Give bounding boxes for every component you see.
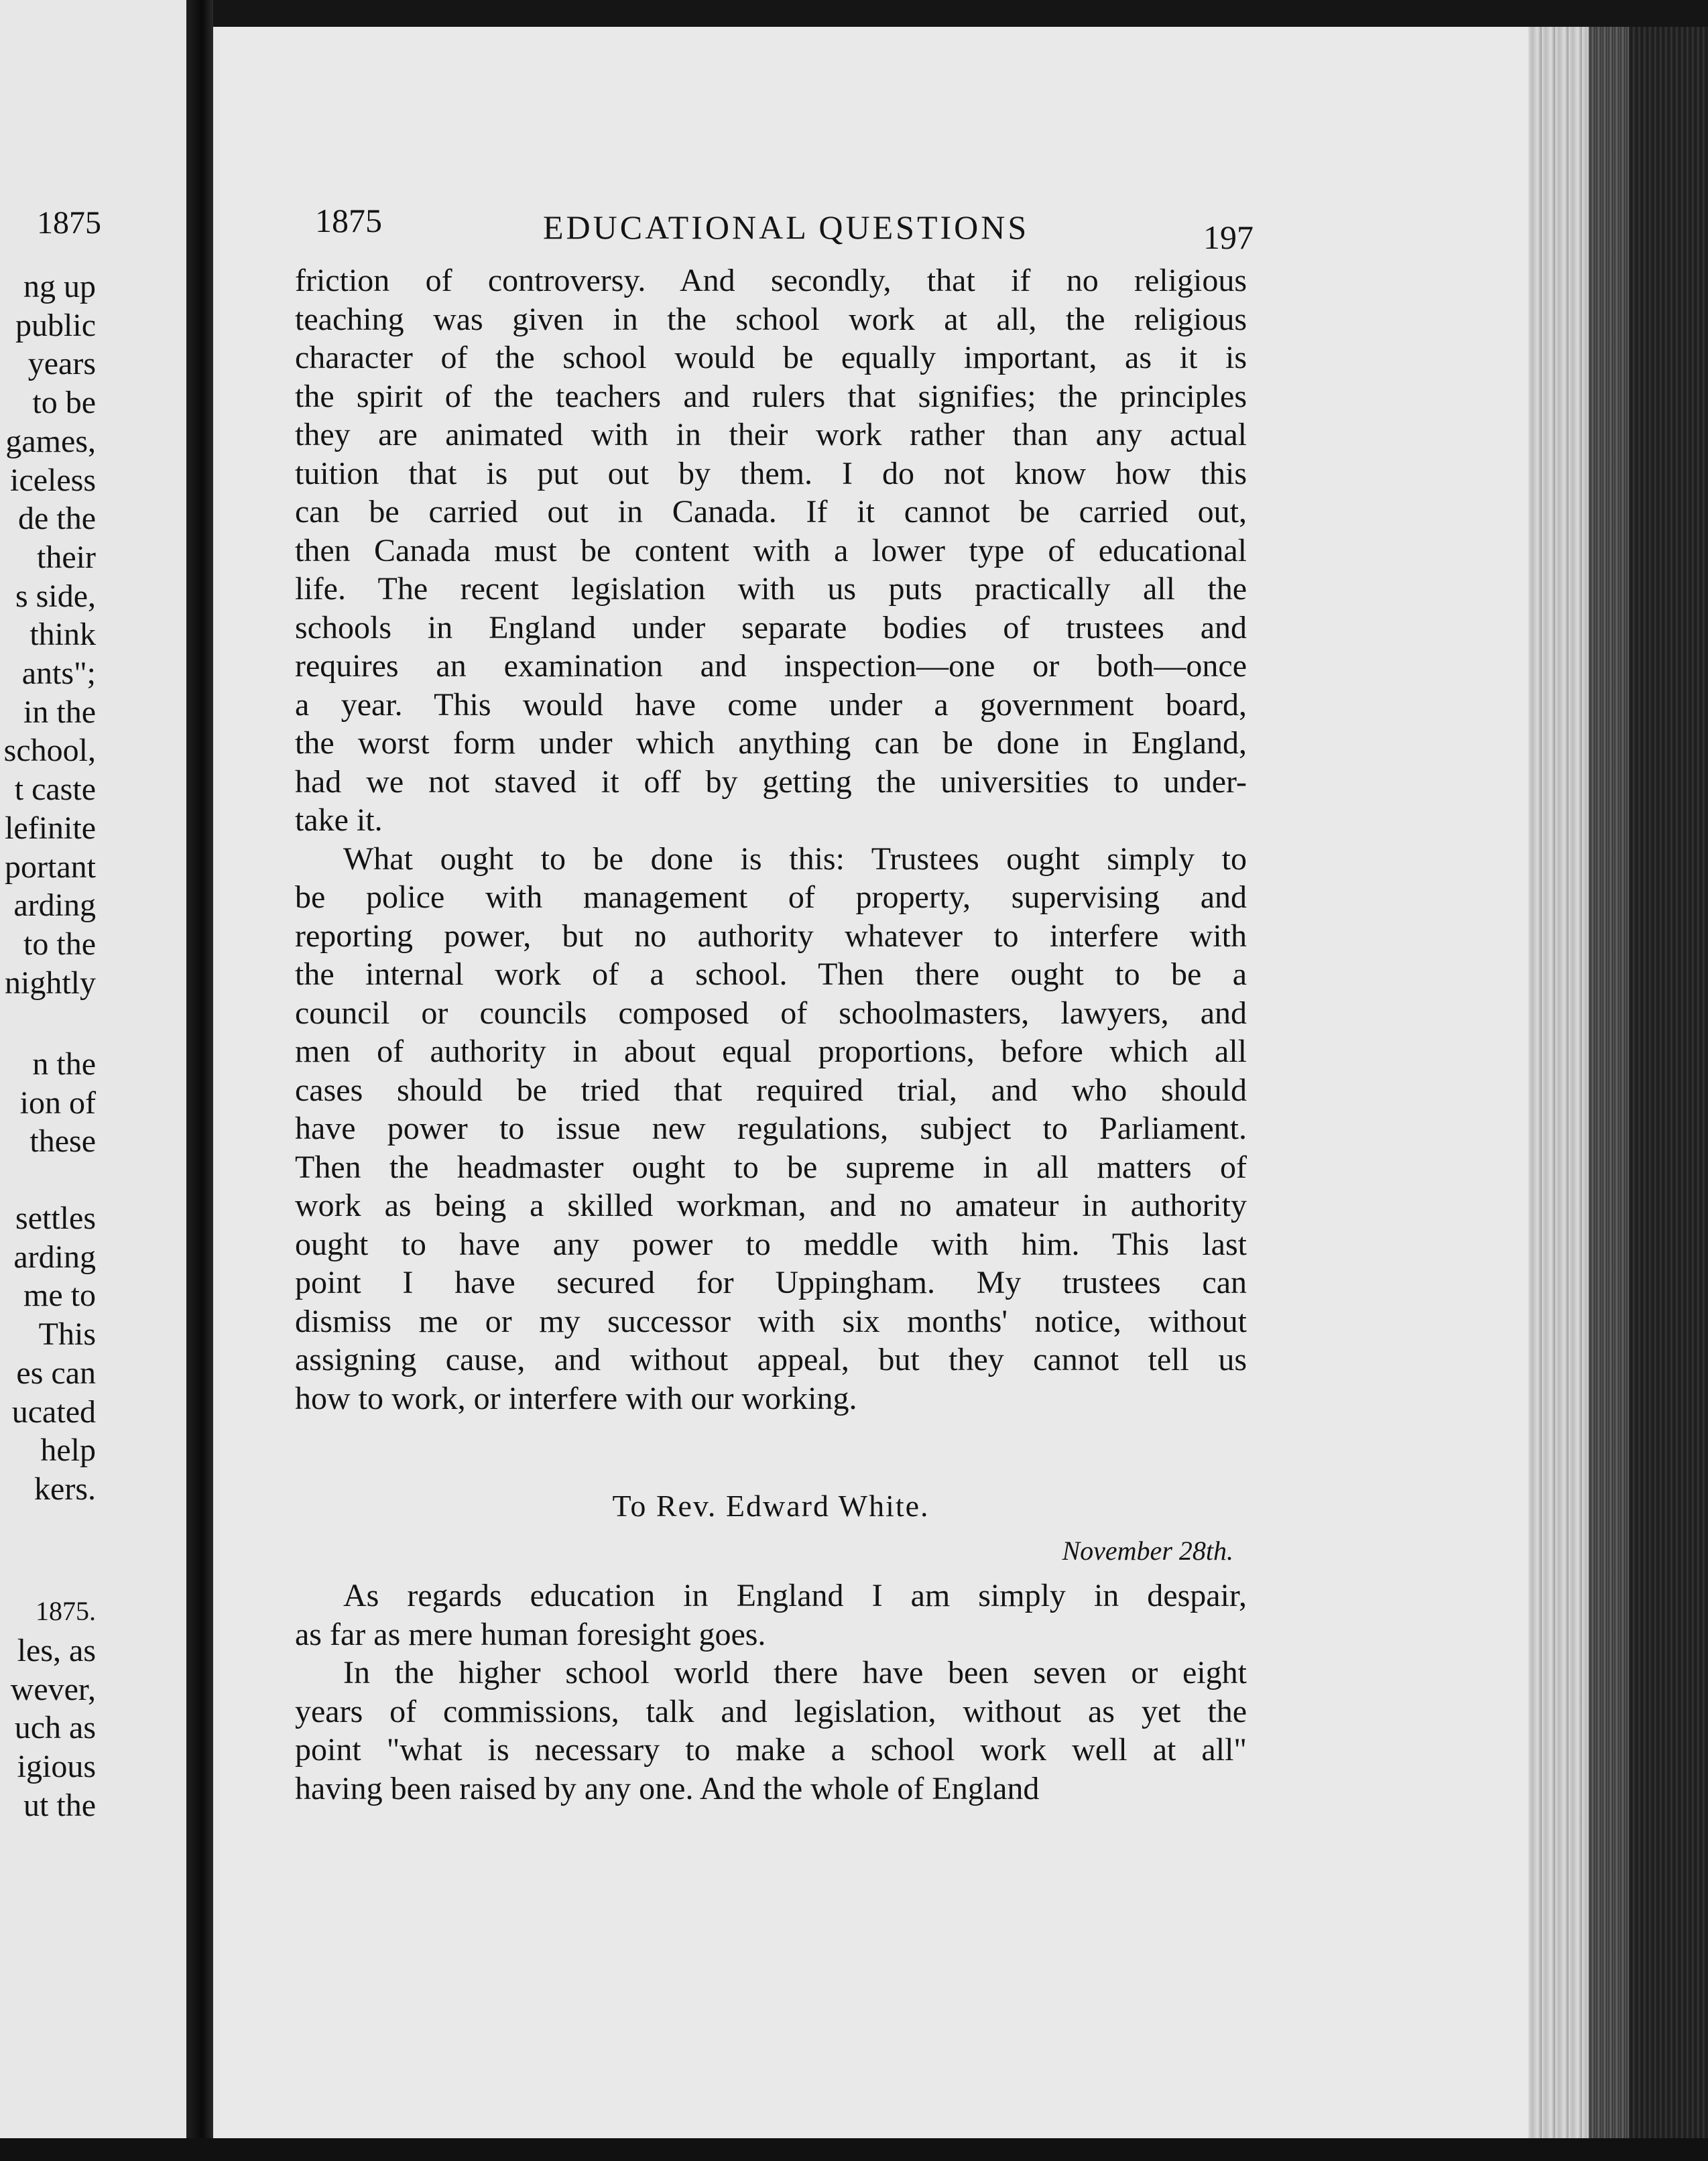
facing-page-line: igious <box>17 1749 96 1785</box>
text-line: then Canada must be content with a lower type of educational <box>295 532 1247 568</box>
letter-heading: To Rev. Edward White. <box>612 1489 930 1523</box>
facing-page-line: to the <box>23 926 96 962</box>
text-line: What ought to be done is this: Trustees ought simply to <box>343 841 1247 877</box>
facing-page-line: es can <box>16 1355 96 1391</box>
text-line: they are animated with in their work rather than any actual <box>295 417 1247 452</box>
text-line: As regards education in England I am simply in despair, <box>343 1578 1247 1613</box>
text-line: council or councils composed of schoolmasters, lawyers, and <box>295 995 1247 1031</box>
text-line: character of the school would be equally important, as it is <box>295 340 1247 375</box>
text-line: cases should be tried that required trial, and who should <box>295 1072 1247 1108</box>
text-line: the worst form under which anything can be done in England, <box>295 725 1247 761</box>
facing-page-line: uch as <box>14 1710 96 1746</box>
facing-page-line: ut the <box>23 1787 96 1823</box>
text-line: life. The recent legislation with us puts practically all the <box>295 571 1247 607</box>
text-line: assigning cause, and without appeal, but they cannot tell us <box>295 1342 1247 1377</box>
facing-page-line: their <box>37 539 96 575</box>
text-line: having been raised by any one. And the whole of England <box>295 1770 1040 1806</box>
facing-page-line: n the <box>32 1046 96 1082</box>
paragraph-3 <box>295 1577 1247 1654</box>
facing-page-line: to be <box>32 385 96 421</box>
text-line: the internal work of a school. Then there ought to be a <box>295 956 1247 992</box>
facing-page-line: wever, <box>10 1671 96 1707</box>
text-line: years of commissions, talk and legislation, without as yet the <box>295 1693 1247 1729</box>
facing-page-line: help <box>40 1432 96 1469</box>
facing-page-line: de the <box>18 501 96 537</box>
page-number: 197 <box>1203 219 1254 256</box>
paragraph-4 <box>295 1654 1247 1808</box>
facing-page-line: games, <box>5 423 96 459</box>
facing-page-line: in the <box>23 694 96 730</box>
text-line: point "what is necessary to make a school work well at all" <box>295 1732 1247 1768</box>
text-line: In the higher school world there have been seven or eight <box>343 1655 1247 1690</box>
facing-page-line: think <box>29 617 96 653</box>
text-line: reporting power, but no authority whatever to interfere with <box>295 918 1247 954</box>
facing-page-line: s side, <box>15 578 96 614</box>
facing-page-line: les, as <box>17 1633 96 1668</box>
facing-page-line: arding <box>13 887 96 924</box>
facing-page-line: public <box>15 307 96 343</box>
text-line: ought to have any power to meddle with him. This last <box>295 1226 1247 1262</box>
page-edges <box>1528 27 1708 2161</box>
facing-page-line: years <box>27 346 96 382</box>
paragraph-2 <box>295 840 1247 1418</box>
facing-page-line: ants"; <box>21 656 96 691</box>
facing-page-line: lefinite <box>5 810 96 846</box>
facing-page-line: school, <box>3 733 96 769</box>
facing-page-year: 1875 <box>37 205 101 241</box>
text-line: teaching was given in the school work at all, the religious <box>295 301 1247 337</box>
text-line: tuition that is put out by them. I do not know how this <box>295 455 1247 491</box>
running-head-year: 1875 <box>315 202 382 239</box>
facing-page-line: arding <box>13 1239 96 1275</box>
text-line: be police with management of property, supervising and <box>295 879 1247 915</box>
letter-dateline: November 28th. <box>1062 1536 1233 1566</box>
text-line: point I have secured for Uppingham. My trustees can <box>295 1265 1247 1300</box>
facing-page-fragment <box>0 0 186 2161</box>
facing-page-line: ucated <box>11 1394 96 1430</box>
text-line: the spirit of the teachers and rulers that signifies; the principles <box>295 378 1247 414</box>
text-line: take it. <box>295 802 383 838</box>
text-line: how to work, or interfere with our working. <box>295 1380 857 1416</box>
facing-page-line: portant <box>5 849 96 885</box>
facing-page-line: t caste <box>14 771 96 808</box>
text-line: have power to issue new regulations, subject to Parliament. <box>295 1111 1247 1146</box>
text-line: schools in England under separate bodies of trustees and <box>295 609 1247 645</box>
facing-page-line: ng up <box>23 269 96 304</box>
scan-border <box>0 2138 1708 2161</box>
facing-page-line: iceless <box>10 462 96 498</box>
text-line: work as being a skilled workman, and no amateur in authority <box>295 1188 1247 1223</box>
running-head-title: EDUCATIONAL QUESTIONS <box>543 208 1030 246</box>
running-head <box>295 201 1254 261</box>
text-line: had we not staved it off by getting the universities to under- <box>295 763 1247 800</box>
facing-page-line: This <box>38 1316 96 1353</box>
facing-page-line: kers. <box>34 1471 96 1507</box>
text-line: can be carried out in Canada. If it cannot be carried out, <box>295 494 1247 530</box>
facing-page-line: me to <box>23 1278 96 1314</box>
paragraph-1 <box>295 261 1247 840</box>
text-line: friction of controversy. And secondly, that if no religious <box>295 263 1247 298</box>
text-line: dismiss me or my successor with six months' notice, without <box>295 1303 1247 1339</box>
page-text <box>295 201 1254 1808</box>
facing-page-line: settles <box>15 1200 96 1236</box>
facing-page-year-2: 1875. <box>36 1596 96 1626</box>
book-gutter <box>186 0 213 2161</box>
text-line: a year. This would have come under a government board, <box>295 686 1247 723</box>
text-line: Then the headmaster ought to be supreme in all matters of <box>295 1149 1247 1185</box>
facing-page-line: ion of <box>19 1085 96 1121</box>
text-line: men of authority in about equal proportions, before which all <box>295 1034 1247 1069</box>
facing-page-line: nightly <box>4 965 96 1001</box>
facing-page-line: these <box>29 1123 96 1160</box>
text-line: requires an examination and inspection—one or both—once <box>295 648 1247 684</box>
text-line: as far as mere human foresight goes. <box>295 1616 766 1652</box>
